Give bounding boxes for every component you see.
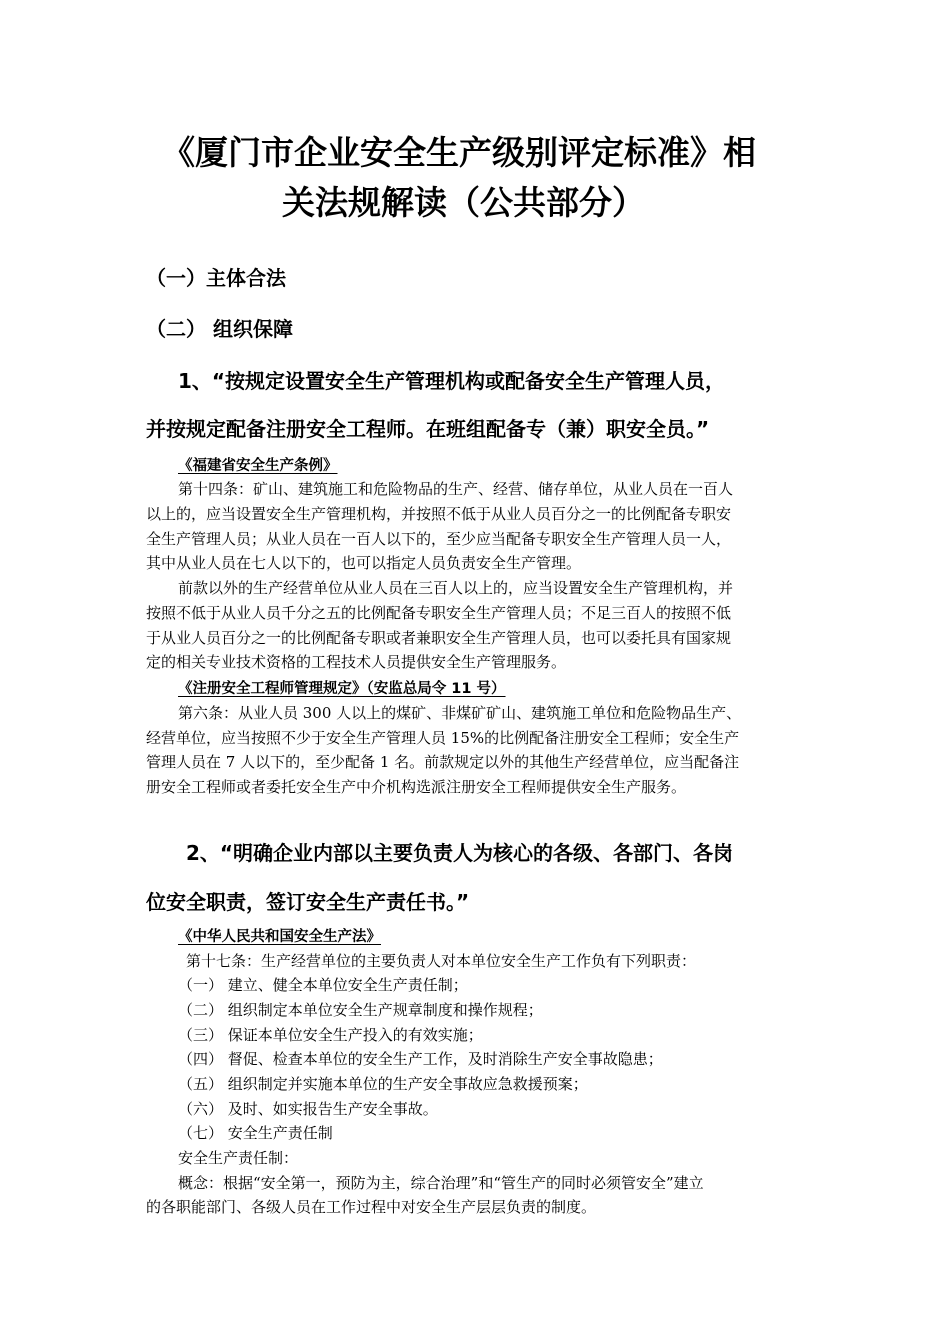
duty-list-item: （二） 组织制定本单位安全生产规章制度和操作规程； [178, 1001, 543, 1019]
duty-list-item: （三） 保证本单位安全生产投入的有效实施； [178, 1026, 483, 1044]
law-text-line: 第十四条：矿山、建筑施工和危险物品的生产、经营、储存单位，从业人员在一百人 [178, 480, 734, 498]
item-1-requirement-line-1: 1、“按规定设置安全生产管理机构或配备安全生产管理人员， [178, 369, 726, 393]
duty-list-item: （四） 督促、检查本单位的安全生产工作，及时消除生产安全事故隐患； [178, 1050, 663, 1068]
duty-list-item: （一） 建立、健全本单位安全生产责任制； [178, 976, 468, 994]
law-text-line: 全生产管理人员；从业人员在一百人以下的，至少应当配备专职安全生产管理人员一人， [146, 530, 732, 548]
law-text-line: 以上的，应当设置安全生产管理机构，并按照不低于从业人员百分之一的比例配备专职安 [146, 505, 732, 523]
law-text-line: 于从业人员百分之一的比例配备专职或者兼职安全生产管理人员，也可以委托具有国家规 [146, 629, 732, 647]
law-title-safety-production-law: 《中华人民共和国安全生产法》 [178, 929, 381, 945]
item-2-requirement-line-1: 2、“明确企业内部以主要负责人为核心的各级、各部门、各岗 [186, 841, 734, 865]
law-text-line: 概念：根据“安全第一，预防为主，综合治理”和“管生产的同时必须管安全”建立 [178, 1174, 704, 1192]
law-text-line: 其中从业人员在七人以下的，也可以指定人员负责安全生产管理。 [146, 554, 582, 572]
law-title-engineer-regulation: 《注册安全工程师管理规定》（安监总局令 11 号） [178, 681, 506, 697]
law-text-line: 前款以外的生产经营单位从业人员在三百人以上的，应当设置安全生产管理机构，并 [178, 579, 734, 597]
law-text-line: 管理人员在 7 人以下的，至少配备 1 名。前款规定以外的其他生产经营单位，应当配备注 [146, 753, 740, 771]
law-text-line: 册安全工程师或者委托安全生产中介机构选派注册安全工程师提供安全生产服务。 [146, 778, 687, 796]
law-text-line: 安全生产责任制： [178, 1149, 299, 1167]
document-title-line-1: 《厦门市企业安全生产级别评定标准》相 [162, 133, 756, 172]
section-heading-1: （一）主体合法 [146, 266, 286, 290]
duty-list-item: （六） 及时、如实报告生产安全事故。 [178, 1100, 438, 1118]
law-text-line: 的各职能部门、各级人员在工作过程中对安全生产层层负责的制度。 [146, 1198, 597, 1216]
law-text-line: 第十七条：生产经营单位的主要负责人对本单位安全生产工作负有下列职责： [186, 952, 697, 970]
item-2-requirement-line-2: 位安全职责，签订安全生产责任书。” [146, 890, 470, 914]
duty-list-item: （七） 安全生产责任制 [178, 1124, 333, 1142]
section-heading-2: （二） 组织保障 [146, 317, 293, 341]
duty-list-item: （五） 组织制定并实施本单位的生产安全事故应急救援预案； [178, 1075, 588, 1093]
law-title-fujian-regulation: 《福建省安全生产条例》 [178, 458, 338, 474]
law-text-line: 按照不低于从业人员千分之五的比例配备专职安全生产管理人员；不足三百人的按照不低 [146, 604, 732, 622]
item-1-requirement-line-2: 并按规定配备注册安全工程师。在班组配备专（兼）职安全员。” [146, 417, 710, 441]
document-title-line-2: 关法规解读（公共部分） [282, 183, 645, 222]
law-text-line: 经营单位，应当按照不少于安全生产管理人员 15%的比例配备注册安全工程师；安全生产 [146, 729, 740, 747]
law-text-line: 第六条：从业人员 300 人以上的煤矿、非煤矿矿山、建筑施工单位和危险物品生产、 [178, 704, 742, 722]
law-text-line: 定的相关专业技术资格的工程技术人员提供安全生产管理服务。 [146, 653, 567, 671]
